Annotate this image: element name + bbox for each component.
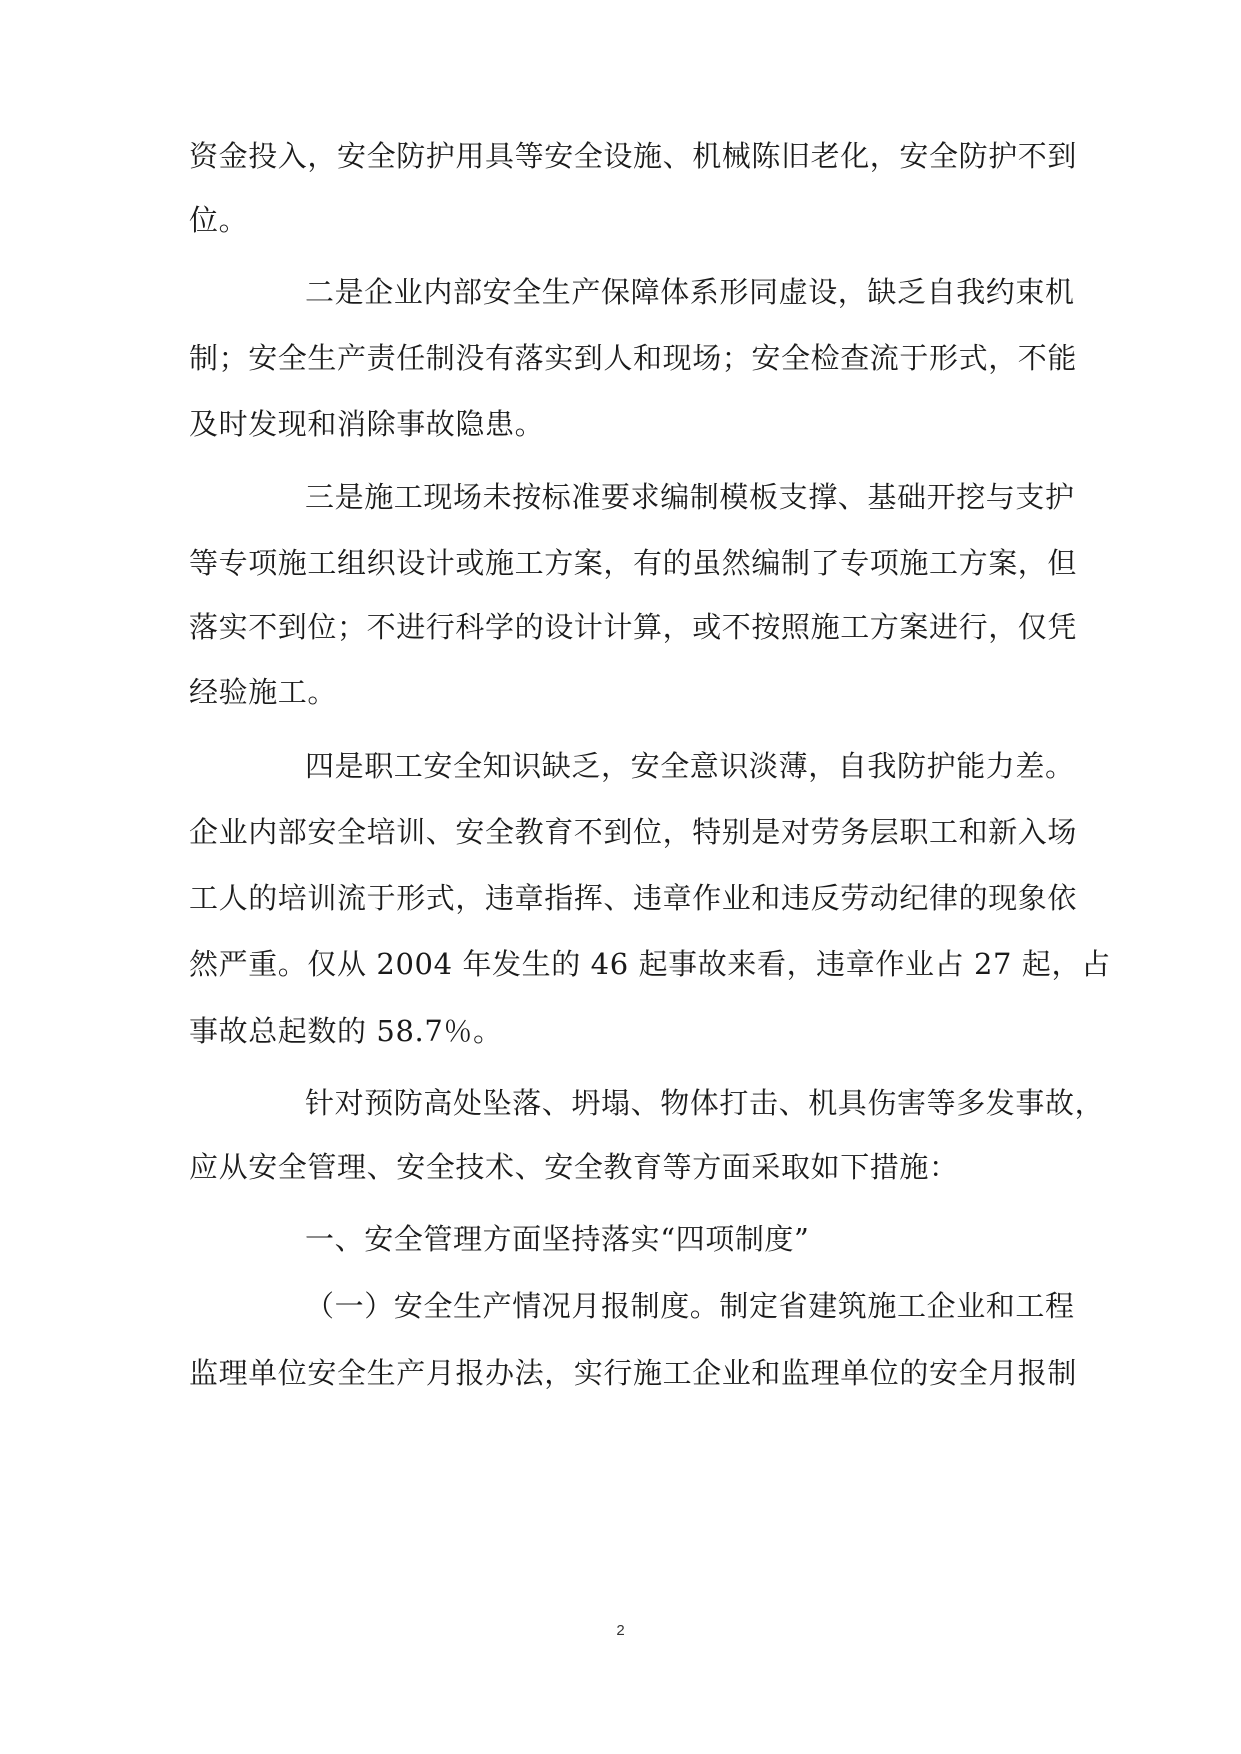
paragraph-start-line: 三是施工现场未按标准要求编制模板支撑、基础开挖与支护 [305, 480, 1075, 514]
paragraph-start-line: 针对预防高处坠落、坍塌、物体打击、机具伤害等多发事故， [305, 1086, 1105, 1120]
text-line: 经验施工。 [189, 675, 338, 709]
text-line: 落实不到位；不进行科学的设计计算，或不按照施工方案进行，仅凭 [189, 610, 1078, 644]
text-line: 企业内部安全培训、安全教育不到位，特别是对劳务层职工和新入场 [189, 815, 1078, 849]
text-line: 工人的培训流于形式，违章指挥、违章作业和违反劳动纪律的现象依 [189, 881, 1078, 915]
text-line: 应从安全管理、安全技术、安全教育等方面采取如下措施： [189, 1150, 959, 1184]
section-heading: 一、安全管理方面坚持落实“四项制度” [305, 1222, 810, 1256]
text-line: 监理单位安全生产月报办法，实行施工企业和监理单位的安全月报制 [189, 1356, 1078, 1390]
text-line: 制；安全生产责任制没有落实到人和现场；安全检查流于形式，不能 [189, 341, 1078, 375]
text-line: 资金投入，安全防护用具等安全设施、机械陈旧老化，安全防护不到 [189, 139, 1078, 173]
text-line: 及时发现和消除事故隐患。 [189, 407, 545, 441]
text-line: 事故总起数的 58.7％。 [189, 1014, 503, 1048]
paragraph-start-line: 四是职工安全知识缺乏，安全意识淡薄，自我防护能力差。 [305, 749, 1075, 783]
text-line: 等专项施工组织设计或施工方案，有的虽然编制了专项施工方案，但 [189, 546, 1078, 580]
page-number: 2 [616, 1622, 625, 1639]
paragraph-start-line: （一）安全生产情况月报制度。制定省建筑施工企业和工程 [305, 1289, 1075, 1323]
paragraph-start-line: 二是企业内部安全生产保障体系形同虚设，缺乏自我约束机 [305, 275, 1075, 309]
text-line: 位。 [189, 203, 249, 237]
text-line: 然严重。仅从 2004 年发生的 46 起事故来看，违章作业占 27 起，占 [189, 947, 1111, 981]
